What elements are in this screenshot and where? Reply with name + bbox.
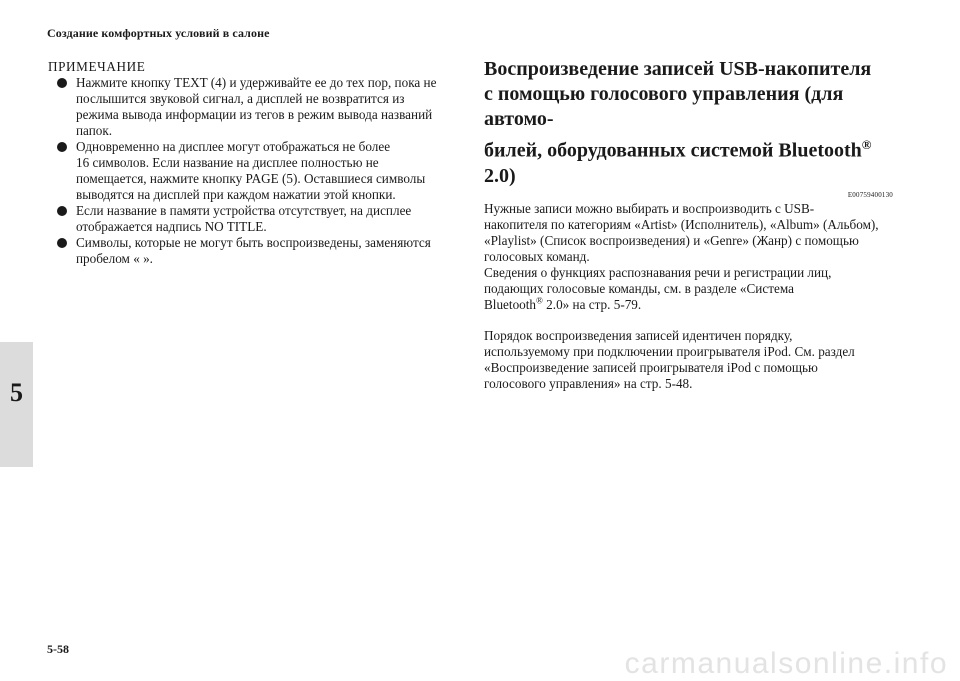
chapter-number: 5 <box>10 378 23 407</box>
section-body <box>484 201 899 392</box>
section-title-line-3: билей, оборудованных системой Bluetooth <box>484 139 862 162</box>
paragraph-1: Нужные записи можно выбирать и воспроизводить с USB- накопителя по категориям «Artist» (Исполнитель), «Album» (Альбом), «Playlist» (Список воспроизведения) и «Genre» (Жанр) с помощью голосовых команд. <box>484 200 879 264</box>
section <box>484 57 899 392</box>
note-bullet-item: Нажмите кнопку TEXT (4) и удерживайте ее до тех пор, пока не послышится звуковой сигнал, а дисплей не возвратится из режима вывода информации из тегов в режим вывода названий папок. <box>48 75 468 139</box>
section-title-line-2: с помощью голосового управления (для автомо- <box>484 83 844 130</box>
note-bullet-item: Если название в памяти устройства отсутствует, на дисплее отображается надпись NO TITLE. <box>48 203 468 235</box>
page-number: 5-58 <box>47 642 69 656</box>
section-title <box>484 57 899 189</box>
bullet-dot-icon <box>57 142 67 152</box>
note-bullet-item: Одновременно на дисплее могут отображаться не более 16 символов. Если название на дисплее полностью не помещается, нажмите кнопку PAGE (5). Оставшиеся символы выводятся на дисплей при каждом нажатии этой кнопки. <box>48 139 468 203</box>
paragraph-2: Сведения о функциях распознавания речи и регистрации лиц, подающих голосовые команды, см. в разделе «Система Bluetooth® 2.0» на стр. 5-79. <box>484 264 832 312</box>
note-bullet-item: Символы, которые не могут быть воспроизведены, заменяются пробелом « ». <box>48 235 468 267</box>
registered-mark: ® <box>861 137 872 152</box>
note-label: ПРИМЕЧАНИЕ <box>48 59 146 74</box>
note-block <box>48 59 468 267</box>
section-title-line-3-end: 2.0) <box>484 164 516 187</box>
watermark: carmanualsonline.info <box>624 647 948 680</box>
running-header: Создание комфортных условий в салоне <box>47 26 270 40</box>
section-title-line-1: Воспроизведение записей USB-накопителя <box>484 58 872 80</box>
bullet-dot-icon <box>57 78 67 88</box>
paragraph-3: Порядок воспроизведения записей идентичен порядку, используемому при подключении проигрывателя iPod. См. раздел «Воспроизведение записей проигрывателя iPod с помощью голосового управления» на стр. 5-48. <box>484 327 855 391</box>
bullet-dot-icon <box>57 238 67 248</box>
section-code: E00759400130 <box>847 190 893 199</box>
note-bullet-list <box>48 75 468 267</box>
bullet-dot-icon <box>57 206 67 216</box>
registered-mark: ® <box>536 295 543 306</box>
